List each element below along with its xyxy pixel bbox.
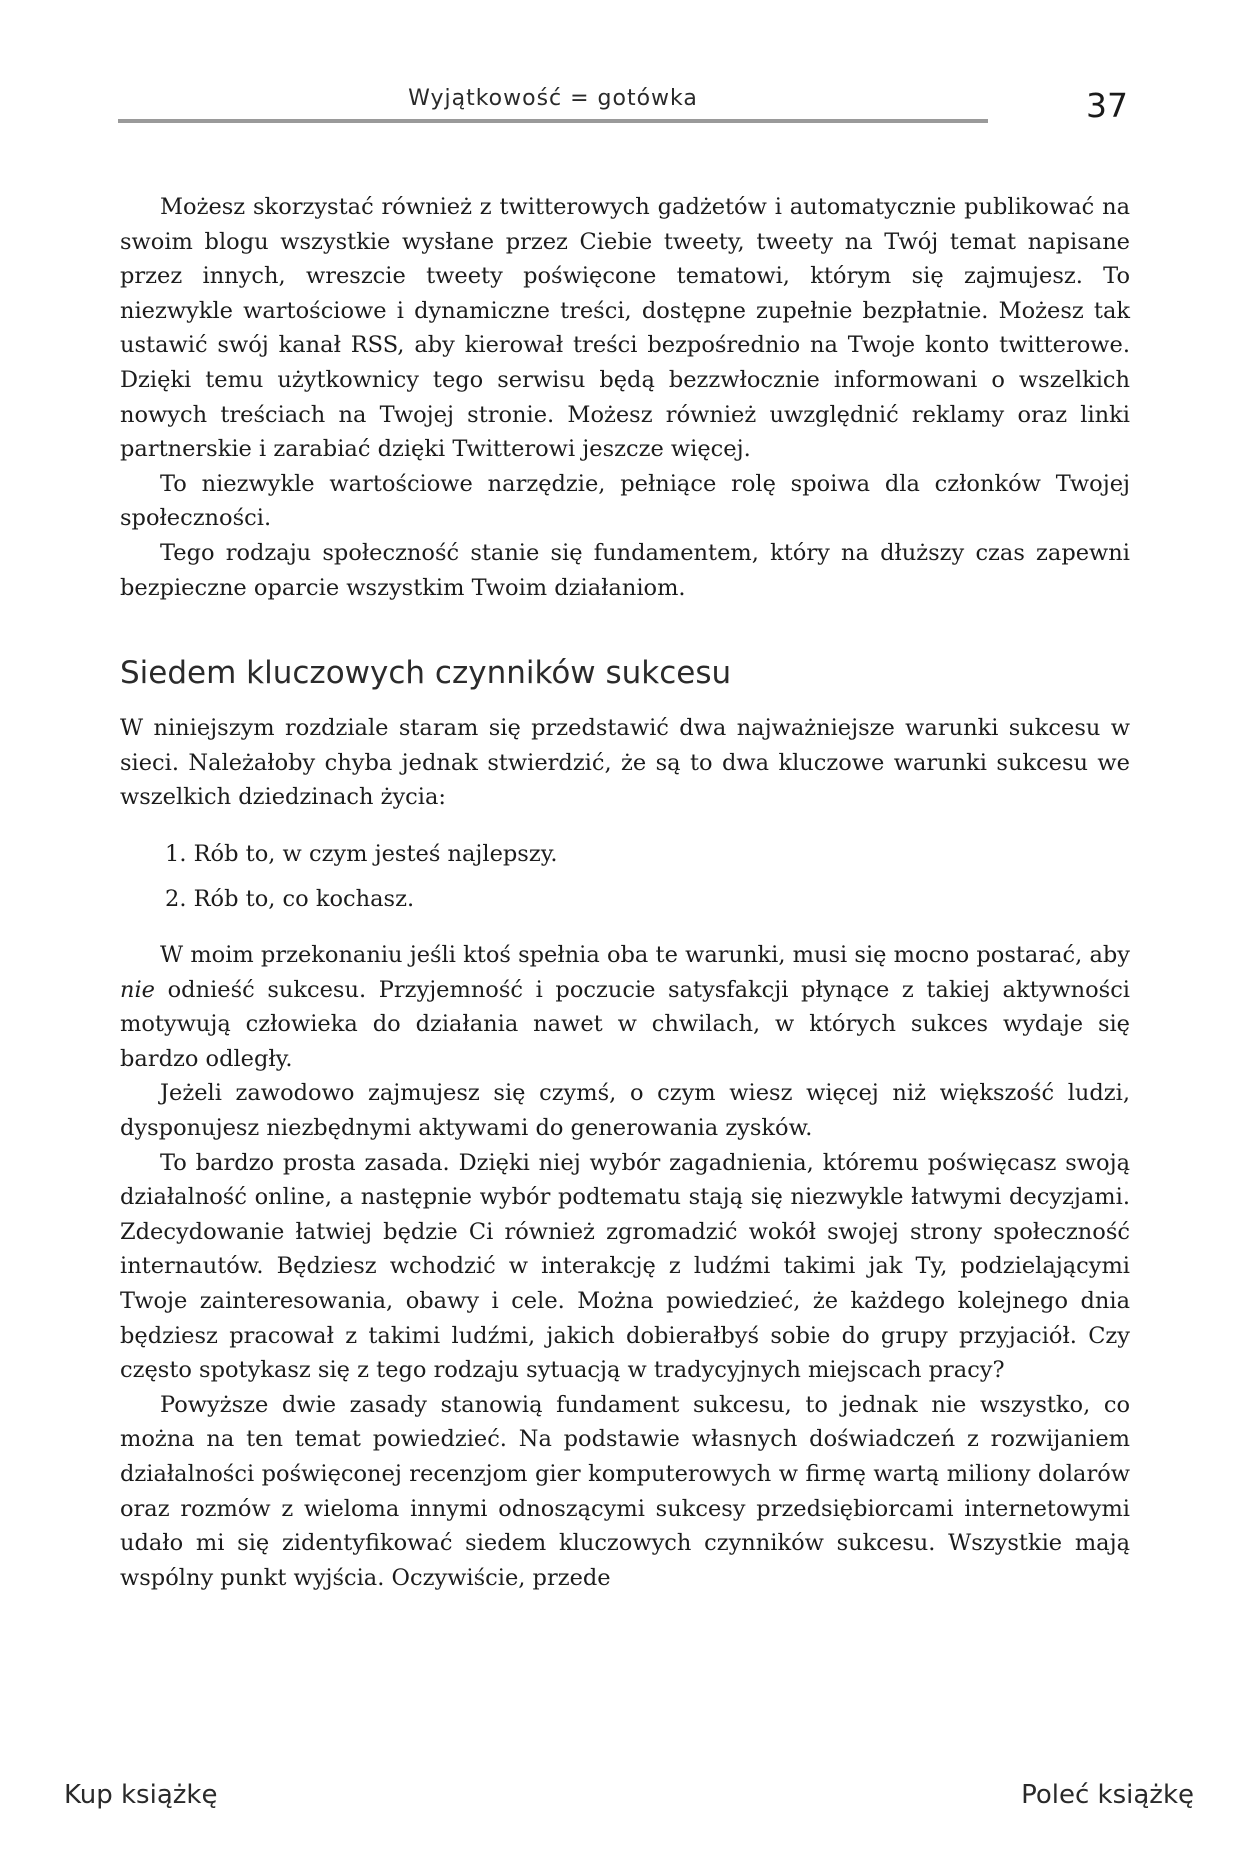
list-item: 1. Rób to, w czym jesteś najlepszy. [165, 840, 558, 867]
emphasis-word: nie [120, 976, 156, 1003]
body-paragraph: To niezwykle wartościowe narzędzie, pełniące rolę spoiwa dla członków Twojej społeczności. [120, 470, 1130, 532]
buy-book-link[interactable]: Kup książkę [64, 1780, 218, 1810]
page-number: 37 [1086, 86, 1128, 125]
running-title: Wyjątkowość = gotówka [408, 86, 698, 111]
heading-spacer [120, 693, 1130, 711]
intro-paragraph: W niniejszym rozdziale staram się przedstawić dwa najważniejsze warunki sukcesu w sieci. Należałoby chyba jednak stwierdzić, że są to dwa kluczowe warunki sukcesu we wszelkich dziedzinach życia: [120, 715, 1130, 811]
emphasis-text-before: W moim przekonaniu jeśli ktoś spełnia oba te warunki, musi się mocno postarać, aby [160, 942, 1130, 969]
list-item: 2. Rób to, co kochasz. [165, 885, 415, 912]
section-spacer [120, 605, 1130, 653]
body-paragraph: Możesz skorzystać również z twitterowych gadżetów i automatycznie publikować na swoim blogu wszystkie wysłane przez Ciebie tweety, tweety na Twój temat napisane przez innych, wreszcie tweety poświęcone tematowi, którym się zajmujesz. To niezwykle wartościowe i dynamiczne treści, dostępne zupełnie bezpłatnie. Możesz tak ustawić swój kanał RSS, aby kierował treści bezpośrednio na Twoje konto twitterowe. Dzięki temu użytkownicy tego serwisu będą bezzwłocznie informowani o wszelkich nowych treściach na Twojej stronie. Możesz również uwzględnić reklamy oraz linki partnerskie i zarabiać dzięki Twitterowi jeszcze więcej. [120, 194, 1130, 463]
body-paragraph: Tego rodzaju społeczność stanie się fundamentem, który na dłuższy czas zapewni bezpieczne oparcie wszystkim Twoim działaniom. [120, 539, 1130, 601]
section-heading: Siedem kluczowych czynników sukcesu [120, 655, 732, 692]
body-paragraph: Powyższe dwie zasady stanowią fundament sukcesu, to jednak nie wszystko, co można na ten temat powiedzieć. Na podstawie własnych doświadczeń z rozwijaniem działalności poświęconej recenzjom gier komputerowych w firmę wartą miliony dolarów oraz rozmów z wieloma innymi odnoszącymi sukcesy przedsiębiorcami internetowymi udało mi się zidentyfikować siedem kluczowych czynników sukcesu. Wszystkie mają wspólny punkt wyjścia. Oczywiście, przede [120, 1391, 1130, 1591]
body-paragraph: To bardzo prosta zasada. Dzięki niej wybór zagadnienia, któremu poświęcasz swoją działalność online, a następnie wybór podtematu stają się niezwykle łatwymi decyzjami. Zdecydowanie łatwiej będzie Ci również zgromadzić wokół swojej strony społeczność internautów. Będziesz wchodzić w interakcję z ludźmi takimi jak Ty, podzielającymi Twoje zainteresowania, obawy i cele. Można powiedzieć, że każdego kolejnego dnia będziesz pracował z takimi ludźmi, jakich dobierałbyś sobie do grupy przyjaciół. Czy często spotykasz się z tego rodzaju sytuacją w tradycyjnych miejscach pracy? [120, 1149, 1130, 1384]
emphasis-text-after: odnieść sukcesu. Przyjemność i poczucie satysfakcji płynące z takiej aktywności motywują człowieka do działania nawet w chwilach, w których sukces wydaje się bardzo odległy. [120, 976, 1130, 1072]
page-body [120, 190, 1130, 1595]
recommend-book-link[interactable]: Poleć książkę [1021, 1780, 1194, 1810]
header-rule [118, 119, 988, 123]
body-paragraph-emphasis [120, 938, 1130, 1076]
numbered-list [120, 837, 1130, 916]
body-paragraph: Jeżeli zawodowo zajmujesz się czymś, o czym wiesz więcej niż większość ludzi, dysponujesz niezbędnymi aktywami do generowania zysków. [120, 1080, 1130, 1142]
